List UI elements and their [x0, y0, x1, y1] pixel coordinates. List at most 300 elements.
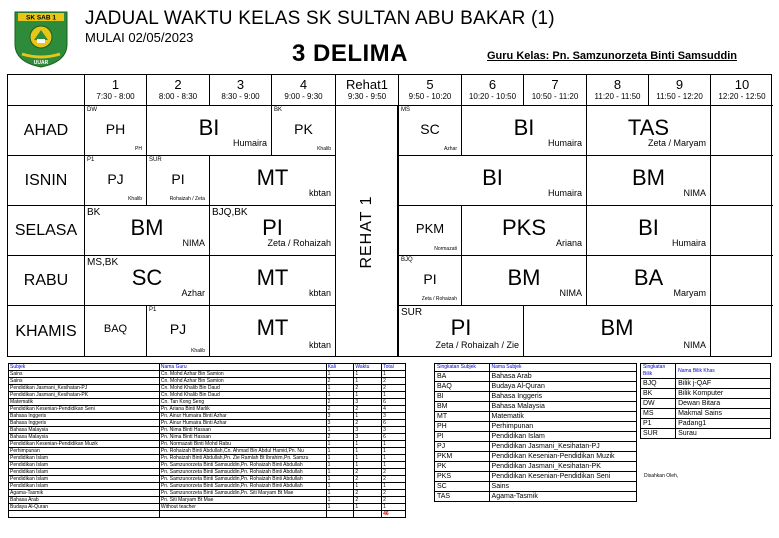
lesson-cell[interactable]: [209, 256, 335, 306]
table-cell: BI: [435, 392, 490, 402]
school-crest-icon: [12, 10, 70, 68]
lesson-cell[interactable]: [710, 106, 773, 156]
table-row: [435, 382, 637, 392]
table-cell: 1: [382, 392, 406, 399]
table-cell: Pendidikan Jasmani_Kesihatan-PK: [9, 392, 160, 399]
lesson-cell[interactable]: [398, 106, 461, 156]
subject-code: PH: [105, 120, 126, 137]
table-cell: Pn. Siti Maryam Bt Mae: [159, 497, 326, 504]
table-row: [9, 378, 406, 385]
table-row: [435, 412, 637, 422]
column-header: Nama Bilik Khas: [676, 364, 771, 379]
break-column: [335, 106, 398, 357]
table-row: [9, 483, 406, 490]
period-time: 10:20 - 10:50: [468, 92, 517, 101]
teacher-name: Zeta / Maryam: [647, 138, 706, 148]
table-cell: Budaya Al-Quran: [489, 382, 636, 392]
period-time: 7:30 - 8:00: [96, 92, 135, 101]
teacher-name: Zeta / Rohaizah: [421, 296, 457, 302]
subject-code: BM: [632, 164, 665, 190]
table-cell: Bilik j-QAF: [676, 379, 771, 389]
room-code-table: [640, 363, 771, 439]
lesson-cell[interactable]: [146, 306, 209, 357]
table-cell: Pendidikan Islam: [489, 432, 636, 442]
lesson-cell[interactable]: [84, 156, 146, 206]
table-row: [641, 419, 771, 429]
column-header: Singkatan Subjek: [435, 364, 490, 372]
table-row: [435, 492, 637, 502]
table-cell: BK: [641, 389, 676, 399]
table-cell: 1: [354, 392, 382, 399]
table-row: [641, 409, 771, 419]
table-row: [435, 462, 637, 472]
teacher-name: Zeta / Rohaizah / Zie: [435, 340, 519, 350]
period-header: [209, 75, 271, 106]
table-cell: Pendidikan Islam: [9, 476, 160, 483]
period-number: 1: [111, 77, 120, 92]
table-cell: Pn. Samzunorzeta Binti Samsuddin,Pn. Rohaizah Binti Abdullah: [159, 462, 326, 469]
period-number: 3: [236, 77, 245, 92]
table-cell: 6: [382, 399, 406, 406]
lesson-cell[interactable]: [710, 206, 773, 256]
table-cell: Sains: [9, 371, 160, 378]
period-header: [586, 75, 648, 106]
period-number: 5: [426, 77, 434, 92]
approval-label: Disahkan Oleh,: [644, 473, 679, 479]
table-cell: 1: [326, 490, 354, 497]
subject-code: SC: [131, 264, 163, 290]
lesson-cell[interactable]: [586, 156, 710, 206]
period-time: 10:50 - 11:20: [531, 92, 579, 101]
table-cell: Matematik: [489, 412, 636, 422]
table-cell: Bahasa Malaysia: [489, 402, 636, 412]
table-row: [435, 422, 637, 432]
table-row: [435, 432, 637, 442]
table-row: [641, 379, 771, 389]
table-row: [9, 469, 406, 476]
subject-code: MT: [256, 315, 289, 340]
table-cell: 2: [354, 476, 382, 483]
period-number: 9: [675, 77, 684, 92]
subject-code: PI: [423, 270, 437, 287]
table-cell: 1: [326, 483, 354, 490]
subject-teacher-table: [8, 363, 406, 518]
lesson-cell[interactable]: [710, 256, 773, 306]
table-cell: 1: [326, 504, 354, 511]
teacher-name: Humaira: [547, 188, 582, 198]
table-cell: Pn. Ariana Binti Marlik: [159, 406, 326, 413]
column-header: Kali: [326, 364, 354, 371]
period-number: 7: [551, 77, 559, 92]
table-row: [9, 399, 406, 406]
school-logo: [12, 10, 70, 68]
table-cell: 3: [354, 427, 382, 434]
table-cell: Pn. Samzunorzeta Binti Samsuddin,Pn. Rohaizah Binti Abdullah: [159, 483, 326, 490]
table-cell: MS: [641, 409, 676, 419]
table-cell: Bahasa Malaysia: [9, 427, 160, 434]
period-header: [146, 75, 209, 106]
table-cell: 2: [354, 420, 382, 427]
table-cell: P1: [641, 419, 676, 429]
period-number: 4: [299, 77, 308, 92]
lesson-cell[interactable]: [209, 206, 335, 256]
grand-total: 46: [382, 511, 406, 518]
table-cell: Agama-Tasmik: [9, 490, 160, 497]
table-cell: 1: [354, 378, 382, 385]
table-row: [435, 472, 637, 482]
lesson-cell[interactable]: [461, 206, 586, 256]
table-cell: 3: [326, 420, 354, 427]
table-cell: 3: [354, 434, 382, 441]
table-cell: [159, 511, 326, 518]
table-cell: Pn. Rohaizah Binti Abdullah,Cn. Ahmad Bin Abdul Hamid,Pn. Nu: [159, 448, 326, 455]
table-cell: Dewan Bitara: [676, 399, 771, 409]
subject-code: BM: [130, 214, 164, 240]
table-cell: Pn. Ainur Humaira Binti Azhar: [159, 420, 326, 427]
table-cell: Cn. Mohd Khalib Bin Daud: [159, 392, 326, 399]
table-cell: 2: [382, 378, 406, 385]
lesson-cell[interactable]: [209, 306, 335, 357]
column-header: Singkatan Bilik: [641, 364, 676, 379]
lesson-cell[interactable]: [209, 156, 335, 206]
table-cell: MT: [435, 412, 490, 422]
table-cell: Bahasa Inggeris: [489, 392, 636, 402]
table-cell: Matematik: [9, 399, 160, 406]
period-number: Rehat1: [346, 77, 388, 92]
table-cell: 2: [382, 476, 406, 483]
table-cell: 1: [326, 497, 354, 504]
lesson-cell[interactable]: [146, 106, 271, 156]
day-label: AHAD: [8, 106, 84, 156]
subject-code: TAS: [627, 114, 670, 140]
table-cell: Pendidikan Islam: [9, 462, 160, 469]
table-cell: 1: [326, 476, 354, 483]
table-cell: Without teacher: [159, 504, 326, 511]
table-cell: 1: [354, 448, 382, 455]
teacher-name: kbtan: [308, 340, 331, 350]
table-cell: PKM: [435, 452, 490, 462]
period-time: 9:30 - 9:50: [347, 92, 387, 101]
table-cell: SUR: [641, 429, 676, 439]
table-row: [641, 389, 771, 399]
table-cell: 2: [354, 490, 382, 497]
table-cell: 1: [382, 448, 406, 455]
table-cell: SC: [435, 482, 490, 492]
subject-code: BI: [638, 214, 659, 240]
table-row: [435, 372, 637, 382]
table-cell: 1: [382, 371, 406, 378]
table-cell: 1: [354, 413, 382, 420]
lesson-cell[interactable]: [271, 106, 335, 156]
table-cell: TAS: [435, 492, 490, 502]
table-cell: Cn. Mohd Khalib Bin Daud: [159, 385, 326, 392]
table-cell: [354, 511, 382, 518]
table-cell: Pn. Samzunorzeta Binti Samsuddin,Pn. Siti Maryam Bt Mae: [159, 490, 326, 497]
table-cell: Padang1: [676, 419, 771, 429]
subject-code: PKM: [415, 221, 445, 237]
table-cell: 6: [382, 420, 406, 427]
column-header: Waktu: [354, 364, 382, 371]
subject-code-table: [434, 363, 637, 502]
table-cell: Bahasa Arab: [489, 372, 636, 382]
lesson-cell[interactable]: [710, 156, 773, 206]
table-row: [9, 434, 406, 441]
break-label: REHAT 1: [357, 194, 375, 269]
room-tag: SUR: [401, 307, 423, 318]
lesson-cell[interactable]: [84, 106, 146, 156]
teacher-name: kbtan: [308, 288, 331, 298]
table-row: [435, 452, 637, 462]
teacher-name: NIMA: [559, 288, 582, 298]
table-cell: 2: [326, 434, 354, 441]
subject-code: PI: [171, 170, 185, 187]
teacher-name: Humaira: [671, 238, 706, 248]
table-cell: 2: [354, 385, 382, 392]
table-cell: BA: [435, 372, 490, 382]
table-row: [9, 490, 406, 497]
period-number: 2: [174, 77, 182, 92]
period-header: [523, 75, 586, 106]
table-cell: 1: [326, 392, 354, 399]
room-tag: P1: [87, 157, 95, 163]
table-cell: Pendidikan Islam: [9, 469, 160, 476]
table-cell: 1: [382, 504, 406, 511]
column-header: Subjek: [9, 364, 160, 371]
page-title: JADUAL WAKTU KELAS SK SULTAN ABU BAKAR (1): [85, 8, 555, 29]
subject-code: PK: [294, 120, 313, 137]
subject-code: BAQ: [103, 323, 128, 336]
period-header: [84, 75, 146, 106]
day-label: ISNIN: [8, 156, 84, 206]
period-header: [710, 75, 773, 106]
table-row: [435, 392, 637, 402]
table-cell: Bahasa Arab: [9, 497, 160, 504]
table-row: [9, 427, 406, 434]
lesson-cell[interactable]: [586, 206, 710, 256]
table-cell: Cn. Mohd Azhar Bin Samion: [159, 371, 326, 378]
room-tag: SUR: [149, 157, 162, 163]
table-cell: Pn. Samzunorzeta Binti Samsuddin,Pn. Rohaizah Binti Abdullah: [159, 469, 326, 476]
lesson-cell[interactable]: [461, 256, 586, 306]
table-row: [435, 442, 637, 452]
table-cell: Agama-Tasmik: [489, 492, 636, 502]
lesson-cell[interactable]: [84, 306, 146, 357]
lesson-cell[interactable]: [84, 206, 209, 256]
teacher-name: Ariana: [555, 238, 582, 248]
table-cell: Pendidikan Islam: [9, 483, 160, 490]
table-cell: PI: [435, 432, 490, 442]
table-cell: Bahasa Inggeris: [9, 420, 160, 427]
table-cell: Pn. Nima Binti Hassan: [159, 434, 326, 441]
table-cell: Pendidikan Jasmani_Kesihatan-PJ: [489, 442, 636, 452]
table-cell: 6: [382, 434, 406, 441]
lesson-cell[interactable]: [461, 106, 586, 156]
day-label: KHAMIS: [15, 322, 77, 340]
table-cell: Cn. Tan Kong Seng: [159, 399, 326, 406]
lesson-cell[interactable]: [398, 206, 461, 256]
table-cell: 1: [354, 371, 382, 378]
column-header: Nama Guru: [159, 364, 326, 371]
table-cell: 2: [382, 490, 406, 497]
table-cell: PK: [435, 462, 490, 472]
table-cell: Pendidikan Kesenian-Pendidikan Muzik: [9, 441, 160, 448]
period-header: [335, 75, 398, 106]
table-cell: 1: [326, 371, 354, 378]
room-tag: DW: [87, 107, 97, 113]
table-cell: DW: [641, 399, 676, 409]
subject-code: PJ: [169, 321, 187, 337]
table-cell: 1: [326, 455, 354, 462]
room-tag: BK: [87, 207, 101, 218]
column-header: Total: [382, 364, 406, 371]
table-cell: Pendidikan Jasmani_Kesihatan-PJ: [9, 385, 160, 392]
table-cell: BJQ: [641, 379, 676, 389]
subject-code: BM: [507, 264, 541, 290]
teacher-name: Normazati: [434, 246, 457, 252]
table-row: [9, 441, 406, 448]
table-cell: 3: [354, 399, 382, 406]
period-number: 6: [488, 77, 497, 92]
teacher-name: NIMA: [683, 340, 706, 350]
logo-top-text: SK SAB 1: [26, 14, 56, 22]
period-time: 12:20 - 12:50: [718, 92, 766, 101]
lesson-cell[interactable]: [710, 306, 773, 357]
teacher-name: NIMA: [182, 238, 205, 248]
period-time: 9:00 - 9:30: [284, 92, 323, 101]
table-cell: Bahasa Malaysia: [9, 434, 160, 441]
period-time: 8:00 - 8:30: [158, 92, 198, 101]
table-cell: Sains: [9, 378, 160, 385]
table-cell: [326, 511, 354, 518]
lesson-cell[interactable]: [398, 156, 586, 206]
period-header: [461, 75, 523, 106]
teacher-name: Khalib: [317, 146, 331, 152]
timetable-grid: [7, 74, 772, 357]
teacher-name: Zeta / Rohaizah: [267, 238, 331, 248]
table-cell: [9, 511, 160, 518]
table-row: [641, 429, 771, 439]
teacher-name: PH: [135, 146, 142, 152]
table-cell: 2: [326, 378, 354, 385]
table-row: [9, 476, 406, 483]
subject-code: BI: [482, 164, 503, 190]
table-cell: PJ: [435, 442, 490, 452]
teacher-name: Humaira: [232, 138, 267, 148]
lesson-cell[interactable]: [146, 156, 209, 206]
table-row: [435, 402, 637, 412]
table-cell: 3: [382, 413, 406, 420]
header-corner: [8, 75, 84, 106]
table-cell: Cn. Mohd Azhar Bin Samion: [159, 378, 326, 385]
table-row: [9, 497, 406, 504]
table-cell: Pendidikan Islam: [9, 455, 160, 462]
table-cell: 1: [354, 441, 382, 448]
table-cell: Pendidikan Jasmani_Kesihatan-PK: [489, 462, 636, 472]
table-cell: 2: [382, 469, 406, 476]
lesson-cell[interactable]: [523, 306, 710, 357]
period-time: 11:50 - 12:20: [656, 92, 703, 101]
subject-code: SC: [420, 120, 440, 137]
table-cell: Bahasa Inggeris: [9, 413, 160, 420]
table-cell: Sains: [489, 482, 636, 492]
day-label: SELASA: [8, 206, 84, 256]
table-row: [641, 399, 771, 409]
room-tag: BJQ: [401, 257, 413, 263]
table-cell: 1: [326, 427, 354, 434]
table-row: [9, 385, 406, 392]
table-row: [9, 420, 406, 427]
subject-code: BA: [633, 264, 664, 290]
table-cell: 2: [326, 406, 354, 413]
period-header: [648, 75, 710, 106]
table-row: [9, 413, 406, 420]
teacher-name: Khalib: [128, 196, 142, 202]
table-cell: 2: [354, 406, 382, 413]
lesson-cell[interactable]: [586, 106, 710, 156]
table-cell: Pendidikan Kesenian-Pendidikan Seni: [9, 406, 160, 413]
room-tag: MS,BK: [87, 257, 119, 268]
period-time: 9:50 - 10:20: [408, 92, 452, 101]
lesson-cell[interactable]: [398, 256, 461, 306]
table-cell: BAQ: [435, 382, 490, 392]
table-cell: Pn. Normazati Binti Mohd Rabu: [159, 441, 326, 448]
table-cell: Perhimpunan: [489, 422, 636, 432]
teacher-name: Maryam: [673, 288, 706, 298]
lesson-cell[interactable]: [84, 256, 209, 306]
table-cell: 1: [354, 455, 382, 462]
period-number: 8: [613, 77, 622, 92]
period-time: 11:20 - 11:50: [594, 92, 641, 101]
table-cell: 2: [382, 497, 406, 504]
table-cell: 2: [354, 469, 382, 476]
subject-code: MT: [256, 264, 289, 290]
table-cell: 1: [326, 441, 354, 448]
room-tag: BJQ,BK: [212, 207, 248, 218]
table-cell: 1: [326, 469, 354, 476]
table-cell: 1: [382, 455, 406, 462]
table-cell: Pendidikan Kesenian-Pendidikan Muzik: [489, 452, 636, 462]
subject-code: BI: [198, 114, 220, 140]
table-cell: 2: [354, 497, 382, 504]
table-cell: 2: [326, 399, 354, 406]
table-cell: 2: [382, 385, 406, 392]
table-cell: Bilik Komputer: [676, 389, 771, 399]
table-cell: 1: [354, 462, 382, 469]
lesson-cell[interactable]: [586, 256, 710, 306]
table-row: [435, 482, 637, 492]
table-cell: Surau: [676, 429, 771, 439]
table-row: [9, 371, 406, 378]
table-cell: 1: [326, 448, 354, 455]
table-cell: Makmal Sains: [676, 409, 771, 419]
table-cell: Pendidikan Kesenian-Pendidikan Seni: [489, 472, 636, 482]
table-cell: 1: [382, 441, 406, 448]
table-cell: Pn. Nima Binti Hassan: [159, 427, 326, 434]
subject-code: BM: [600, 315, 634, 340]
lesson-cell[interactable]: [398, 306, 523, 357]
room-tag: P1: [149, 307, 157, 313]
start-date: MULAI 02/05/2023: [85, 30, 194, 45]
table-cell: Pn. Rohaizah Binti Abdullah,Pn. Zie Ramlah Bt Ibrahim,Pn. Samzu: [159, 455, 326, 462]
logo-bottom-text: UUAR: [33, 60, 49, 66]
teacher-name: Humaira: [547, 138, 582, 148]
period-number: 10: [734, 77, 750, 92]
room-tag: BK: [274, 107, 283, 113]
subject-code: BI: [513, 114, 535, 140]
table-cell: 3: [382, 427, 406, 434]
teacher-name: kbtan: [308, 188, 331, 198]
table-cell: Perhimpunan: [9, 448, 160, 455]
